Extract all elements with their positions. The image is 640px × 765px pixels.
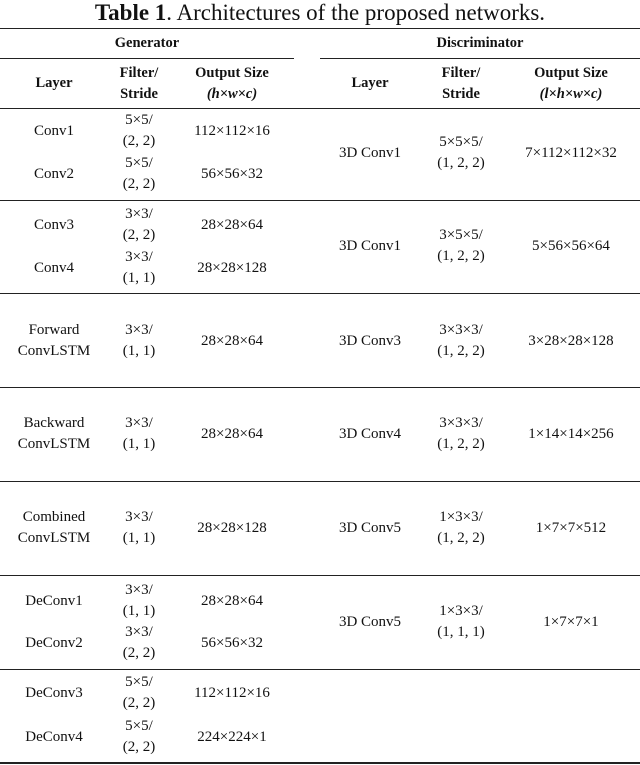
disc-output-cell (502, 612, 640, 633)
disc-output-cell (502, 424, 640, 445)
gen-layer-cell-line: ConvLSTM (17, 343, 91, 359)
disc-filter-cell (420, 507, 502, 549)
gen-filter-cell-line: 5×5/ (125, 674, 153, 690)
gen-output-header-line1: Output Size (195, 65, 269, 81)
table-caption-label: Table 1 (94, 0, 167, 25)
disc-filter-cell-line: 1×3×3/ (439, 603, 483, 619)
gen-layer-cell-line: Backward (23, 415, 85, 431)
gen-filter-cell (108, 153, 170, 195)
table-caption (0, 0, 640, 28)
disc-output-cell-line: 1×7×7×512 (535, 519, 607, 536)
gen-output-cell (172, 683, 292, 704)
gen-filter-cell (108, 507, 170, 549)
gen-filter-cell-line: (1, 1) (122, 530, 156, 546)
gen-filter-cell-line: 3×3/ (125, 509, 153, 525)
gen-filter-cell (108, 672, 170, 714)
disc-filter-cell (420, 413, 502, 455)
group-rule-5 (0, 575, 640, 576)
gen-layer-cell-line: Combined (22, 509, 86, 525)
disc-filter-cell-line: 1×3×3/ (439, 509, 483, 525)
gen-output-cell (172, 215, 292, 236)
disc-filter-cell-line: (1, 2, 2) (437, 248, 485, 264)
gen-filter-header-line2: Stride (120, 86, 158, 102)
disc-layer-cell-line: 3D Conv5 (338, 519, 402, 536)
disc-layer-cell-line: 3D Conv4 (338, 425, 402, 442)
gen-filter-cell-line: 3×3/ (125, 582, 153, 598)
gen-layer-cell-line: Conv1 (33, 122, 74, 139)
gen-layer-cell-line: DeConv3 (25, 684, 83, 701)
disc-layer-cell-line: 3D Conv3 (338, 332, 402, 349)
top-rule (0, 28, 640, 29)
gen-output-cell-line: 28×28×64 (201, 425, 263, 442)
gen-output-cell-line: 56×56×32 (201, 165, 263, 182)
gen-layer-cell-line: Forward (28, 322, 80, 338)
group-rule-4 (0, 481, 640, 482)
gen-filter-cell (108, 204, 170, 246)
disc-layer-header: Layer (351, 75, 389, 91)
group-rule-2 (0, 293, 640, 294)
gen-filter-cell-line: 3×3/ (125, 624, 153, 640)
gen-layer-cell (0, 164, 108, 185)
disc-output-cell-line: 3×28×28×128 (528, 332, 614, 349)
gen-layer-cell-line: ConvLSTM (17, 436, 91, 452)
disc-output-header-line1: Output Size (534, 65, 608, 81)
gen-layer-cell (0, 507, 108, 549)
discriminator-title: Discriminator (436, 35, 524, 51)
disc-layer-cell-line: 3D Conv1 (338, 237, 402, 254)
gen-layer-cell (0, 121, 108, 142)
disc-filter-header-line1: Filter/ (441, 65, 481, 81)
gen-layer-cell (0, 320, 108, 362)
gen-layer-cell-line: DeConv2 (25, 634, 83, 651)
gen-filter-header (108, 63, 170, 105)
bottom-rule (0, 762, 640, 764)
gen-layer-cell (0, 633, 108, 654)
disc-output-cell-line: 5×56×56×64 (532, 237, 610, 254)
disc-output-cell (502, 143, 640, 164)
gen-layer-cell (0, 591, 108, 612)
gen-output-cell-line: 28×28×64 (201, 332, 263, 349)
disc-filter-cell-line: 5×5×5/ (439, 134, 483, 150)
gen-filter-cell-line: (1, 1) (122, 603, 156, 619)
header-rule (0, 108, 640, 109)
gen-filter-cell-line: 3×3/ (125, 206, 153, 222)
discriminator-title-rule (320, 58, 640, 59)
gen-output-cell (172, 424, 292, 445)
gen-filter-cell-line: (2, 2) (122, 227, 156, 243)
disc-layer-cell (320, 143, 420, 164)
disc-filter-cell-line: (1, 2, 2) (437, 436, 485, 452)
gen-filter-cell-line: (1, 1) (122, 343, 156, 359)
gen-output-cell (172, 121, 292, 142)
gen-filter-cell-line: 5×5/ (125, 718, 153, 734)
gen-filter-cell (108, 413, 170, 455)
gen-filter-cell (108, 110, 170, 152)
disc-layer-cell (320, 236, 420, 257)
gen-layer-cell-line: Conv2 (33, 165, 74, 182)
disc-layer-cell (320, 331, 420, 352)
gen-filter-cell-line: 3×3/ (125, 249, 153, 265)
gen-filter-cell-line: (2, 2) (122, 645, 156, 661)
disc-output-cell-line: 7×112×112×32 (525, 144, 617, 161)
gen-layer-cell-line: Conv4 (33, 259, 74, 276)
gen-filter-cell-line: (2, 2) (122, 739, 156, 755)
gen-filter-cell-line: 5×5/ (125, 155, 153, 171)
group-rule-3 (0, 387, 640, 388)
generator-title-rule (0, 58, 294, 59)
gen-output-cell-line: 56×56×32 (201, 634, 263, 651)
disc-output-header-line2: (l×h×w×c) (539, 86, 603, 102)
gen-output-cell-line: 28×28×64 (201, 592, 263, 609)
gen-filter-cell-line: 5×5/ (125, 112, 153, 128)
disc-layer-cell-line: 3D Conv1 (338, 144, 402, 161)
gen-filter-cell-line: 3×3/ (125, 415, 153, 431)
gen-filter-cell-line: (1, 1) (122, 436, 156, 452)
disc-filter-header (420, 63, 502, 105)
disc-layer-cell-line: 3D Conv5 (338, 613, 402, 630)
gen-layer-cell (0, 727, 108, 748)
gen-layer-cell-line: ConvLSTM (17, 530, 91, 546)
gen-output-cell (172, 591, 292, 612)
gen-layer-cell (0, 683, 108, 704)
gen-filter-cell-line: (2, 2) (122, 176, 156, 192)
disc-filter-cell (420, 132, 502, 174)
gen-output-header-line2: (h×w×c) (206, 86, 258, 102)
disc-filter-cell-line: 3×5×5/ (439, 227, 483, 243)
gen-filter-cell-line: (2, 2) (122, 133, 156, 149)
gen-layer-header: Layer (35, 75, 73, 91)
gen-output-cell (172, 164, 292, 185)
disc-output-cell (502, 236, 640, 257)
gen-output-cell-line: 28×28×64 (201, 216, 263, 233)
gen-filter-cell-line: (2, 2) (122, 695, 156, 711)
gen-layer-cell-line: DeConv4 (25, 728, 83, 745)
gen-filter-cell (108, 247, 170, 289)
gen-output-header (172, 63, 292, 105)
gen-output-cell-line: 28×28×128 (197, 519, 267, 536)
group-rule-1 (0, 200, 640, 201)
disc-filter-cell-line: (1, 2, 2) (437, 343, 485, 359)
gen-filter-cell (108, 320, 170, 362)
gen-layer-cell (0, 258, 108, 279)
gen-output-cell (172, 727, 292, 748)
gen-output-cell (172, 518, 292, 539)
gen-layer-cell (0, 215, 108, 236)
gen-layer-cell (0, 413, 108, 455)
disc-output-header (502, 63, 640, 105)
gen-output-cell-line: 28×28×128 (197, 259, 267, 276)
disc-filter-header-line2: Stride (442, 86, 480, 102)
disc-output-cell (502, 331, 640, 352)
gen-layer-cell-line: DeConv1 (25, 592, 83, 609)
gen-output-cell-line: 112×112×16 (194, 122, 270, 139)
disc-layer-cell (320, 612, 420, 633)
disc-output-cell (502, 518, 640, 539)
disc-filter-cell (420, 225, 502, 267)
gen-filter-cell-line: 3×3/ (125, 322, 153, 338)
gen-output-cell (172, 258, 292, 279)
disc-filter-cell (420, 601, 502, 643)
disc-filter-cell-line: 3×3×3/ (439, 322, 483, 338)
gen-filter-cell (108, 580, 170, 622)
disc-output-cell-line: 1×14×14×256 (528, 425, 614, 442)
gen-output-cell (172, 331, 292, 352)
group-rule-6 (0, 669, 640, 670)
disc-filter-cell-line: 3×3×3/ (439, 415, 483, 431)
disc-layer-cell (320, 424, 420, 445)
disc-layer-cell (320, 518, 420, 539)
disc-filter-cell (420, 320, 502, 362)
gen-filter-cell-line: (1, 1) (122, 270, 156, 286)
generator-title: Generator (114, 35, 180, 51)
gen-output-cell (172, 633, 292, 654)
disc-filter-cell-line: (1, 1, 1) (437, 624, 485, 640)
gen-layer-cell-line: Conv3 (33, 216, 74, 233)
gen-filter-header-line1: Filter/ (119, 65, 159, 81)
gen-output-cell-line: 112×112×16 (194, 684, 270, 701)
gen-output-cell-line: 224×224×1 (197, 728, 267, 745)
table-caption-text: . Architectures of the proposed networks. (166, 0, 546, 25)
disc-filter-cell-line: (1, 2, 2) (437, 530, 485, 546)
gen-filter-cell (108, 622, 170, 664)
disc-filter-cell-line: (1, 2, 2) (437, 155, 485, 171)
disc-output-cell-line: 1×7×7×1 (543, 613, 599, 630)
gen-filter-cell (108, 716, 170, 758)
